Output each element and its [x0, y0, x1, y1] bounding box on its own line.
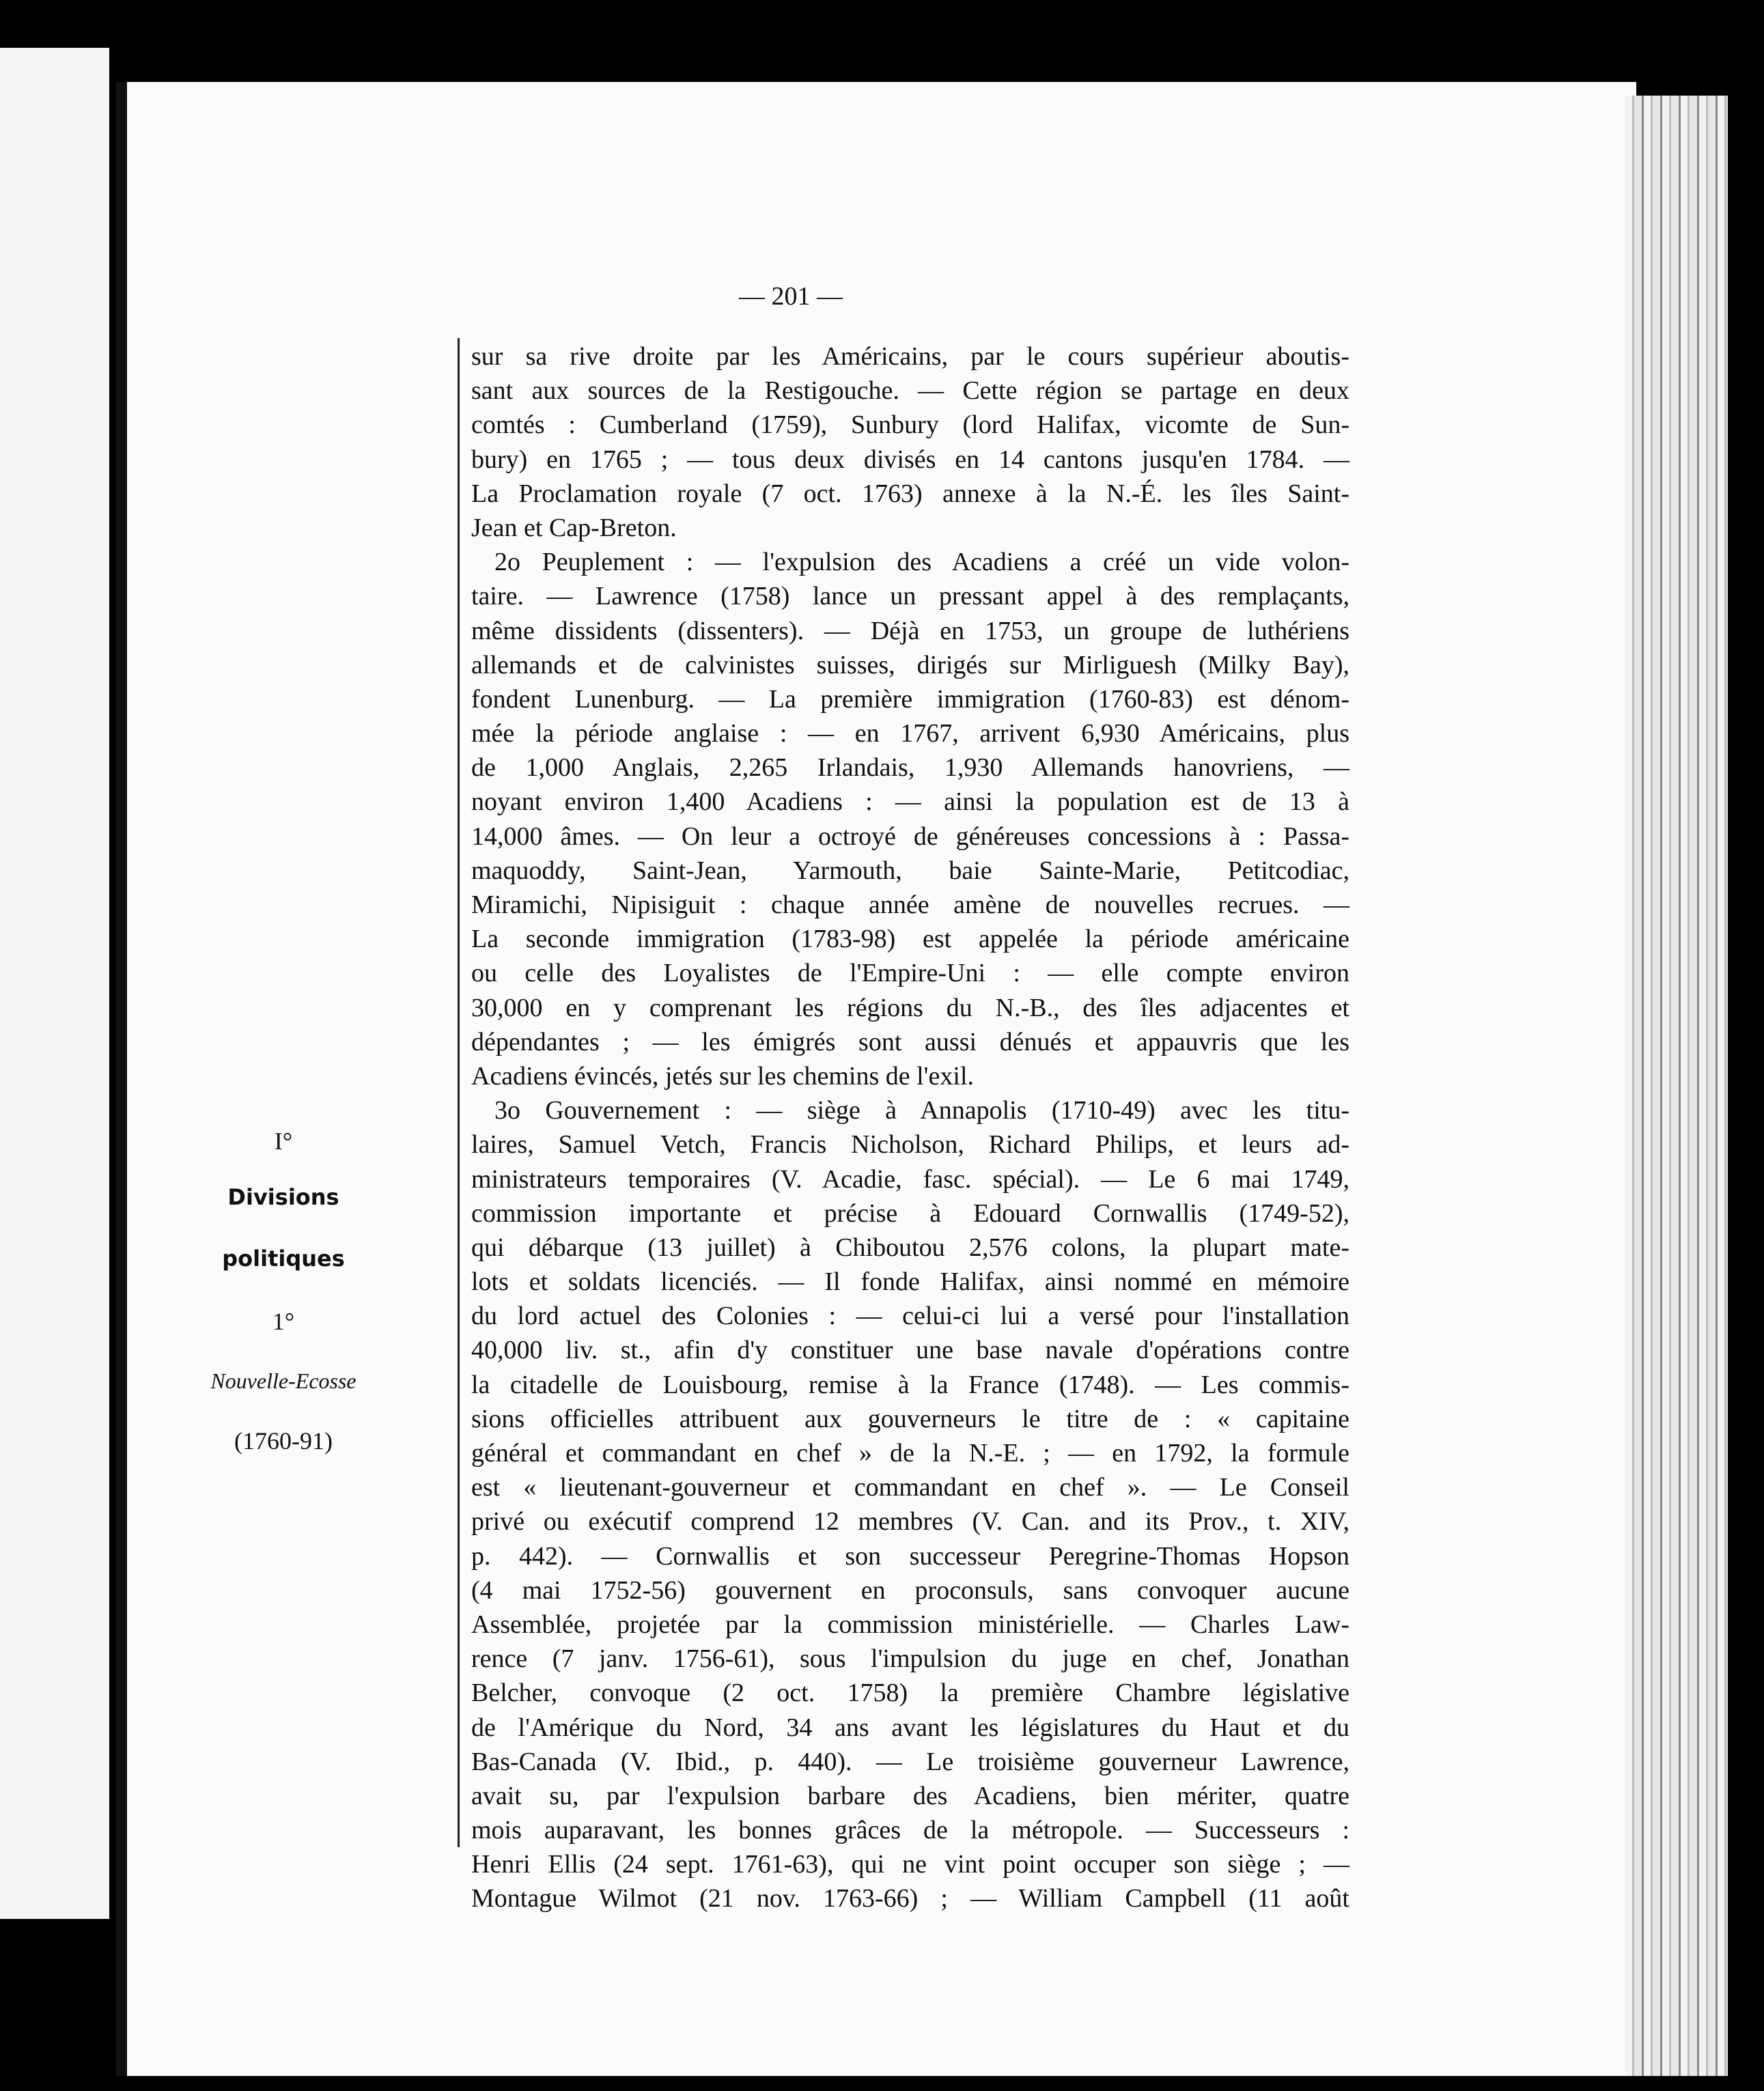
- text-line: maquoddy, Saint-Jean, Yarmouth, baie Sainte-Marie, Petitcodiac,: [471, 856, 1349, 885]
- text-line: noyant environ 1,400 Acadiens : — ainsi la population est de 13 à: [471, 787, 1349, 817]
- text-line: La Proclamation royale (7 oct. 1763) annexe à la N.-É. les îles Saint-: [471, 479, 1349, 508]
- text-line: taire. — Lawrence (1758) lance un pressant appel à des remplaçants,: [471, 582, 1349, 611]
- text-line: sur sa rive droite par les Américains, par le cours supérieur aboutis-: [471, 342, 1349, 371]
- text-line: du lord actuel des Colonies : — celui-ci lui a versé pour l'installation: [471, 1302, 1349, 1331]
- page-number: — 201 —: [739, 282, 843, 311]
- text-line: p. 442). — Cornwallis et son successeur Peregrine-Thomas Hopson: [471, 1541, 1349, 1571]
- text-line: sions officielles attribuent aux gouverneurs le titre de : « capitaine: [471, 1404, 1349, 1433]
- text-line: (4 mai 1752-56) gouvernent en proconsuls, sans convoquer aucune: [471, 1575, 1349, 1605]
- text-line: qui débarque (13 juillet) à Chiboutou 2,576 colons, la plupart mate-: [471, 1233, 1349, 1262]
- left-page-edge: [0, 48, 109, 1919]
- text-line: Assemblée, projetée par la commission ministérielle. — Charles Law-: [471, 1610, 1349, 1639]
- text-line-section-3: 3o Gouvernement : — siège à Annapolis (1710-49) avec les titu-: [494, 1096, 1349, 1125]
- text-line: 30,000 en y comprenant les régions du N.-B., des îles adjacentes et: [471, 993, 1349, 1022]
- text-line: mois auparavant, les bonnes grâces de la métropole. — Successeurs :: [471, 1816, 1349, 1845]
- margin-notes: [171, 1127, 396, 1455]
- text-line: 14,000 âmes. — On leur a octroyé de généreuses concessions à : Passa-: [471, 822, 1349, 851]
- text-line: la citadelle de Louisbourg, remise à la France (1748). — Les commis-: [471, 1370, 1349, 1399]
- text-line: de l'Amérique du Nord, 34 ans avant les législatures du Haut et du: [471, 1713, 1349, 1742]
- text-line: ou celle des Loyalistes de l'Empire-Uni : — elle compte environ: [471, 959, 1349, 988]
- text-line: fondent Lunenburg. — La première immigration (1760-83) est dénom-: [471, 684, 1349, 714]
- text-line: Miramichi, Nipisiguit : chaque année amène de nouvelles recrues. —: [471, 890, 1349, 919]
- text-line: même dissidents (dissenters). — Déjà en 1753, un groupe de luthériens: [471, 616, 1349, 645]
- margin-subsection-number: 1°: [272, 1308, 295, 1335]
- text-line: Belcher, convoque (2 oct. 1758) la première Chambre législative: [471, 1679, 1349, 1708]
- page-stack-edge: [1625, 96, 1728, 2076]
- text-line: Acadiens évincés, jetés sur les chemins de l'exil.: [471, 1061, 975, 1091]
- text-line: dépendantes ; — les émigrés sont aussi dénués et appauvris que les: [471, 1027, 1349, 1056]
- body-text: [471, 339, 1349, 1916]
- margin-date-range: (1760-91): [234, 1427, 333, 1455]
- text-line: 40,000 liv. st., afin d'y constituer une base navale d'opérations contre: [471, 1336, 1349, 1365]
- text-line: avait su, par l'expulsion barbare des Acadiens, bien mériter, quatre: [471, 1781, 1349, 1810]
- margin-province-name: Nouvelle-Ecosse: [210, 1369, 356, 1393]
- text-line: commission importante et précise à Edouard Cornwallis (1749-52),: [471, 1198, 1349, 1228]
- margin-heading-politiques: politiques: [222, 1246, 345, 1272]
- text-line: Montague Wilmot (21 nov. 1763-66) ; — William Campbell (11 août: [471, 1884, 1349, 1913]
- text-line: La seconde immigration (1783-98) est appelée la période américaine: [471, 925, 1349, 954]
- text-line: mée la période anglaise : — en 1767, arrivent 6,930 Américains, plus: [471, 719, 1349, 748]
- text-line: comtés : Cumberland (1759), Sunbury (lord Halifax, vicomte de Sun-: [471, 410, 1349, 440]
- margin-section-number: I°: [274, 1127, 293, 1155]
- text-line: allemands et de calvinistes suisses, dirigés sur Mirliguesh (Milky Bay),: [471, 650, 1349, 679]
- margin-rule: [458, 338, 460, 1847]
- text-line: Bas-Canada (V. Ibid., p. 440). — Le troisième gouverneur Lawrence,: [471, 1747, 1349, 1776]
- text-line: lots et soldats licenciés. — Il fonde Halifax, ainsi nommé en mémoire: [471, 1267, 1349, 1297]
- text-line: Henri Ellis (24 sept. 1761-63), qui ne vint point occuper son siège ; —: [471, 1850, 1349, 1879]
- text-line: rence (7 janv. 1756-61), sous l'impulsion du juge en chef, Jonathan: [471, 1644, 1349, 1674]
- text-line-section-2: 2o Peuplement : — l'expulsion des Acadiens a créé un vide volon-: [494, 548, 1349, 577]
- text-line: général et commandant en chef » de la N.-E. ; — en 1792, la formule: [471, 1439, 1349, 1468]
- text-line: sant aux sources de la Restigouche. — Cette région se partage en deux: [471, 376, 1349, 406]
- text-line: est « lieutenant-gouverneur et commandant en chef ». — Le Conseil: [471, 1473, 1349, 1502]
- text-line: laires, Samuel Vetch, Francis Nicholson, Richard Philips, et leurs ad-: [471, 1130, 1349, 1160]
- text-line: ministrateurs temporaires (V. Acadie, fasc. spécial). — Le 6 mai 1749,: [471, 1164, 1349, 1194]
- text-line: de 1,000 Anglais, 2,265 Irlandais, 1,930 Allemands hanovriens, —: [471, 753, 1349, 783]
- text-line: Jean et Cap-Breton.: [471, 513, 677, 542]
- text-line: privé ou exécutif comprend 12 membres (V. Can. and its Prov., t. XIV,: [471, 1507, 1349, 1536]
- text-line: bury) en 1765 ; — tous deux divisés en 14 cantons jusqu'en 1784. —: [471, 445, 1349, 474]
- margin-heading-divisions: Divisions: [227, 1184, 339, 1210]
